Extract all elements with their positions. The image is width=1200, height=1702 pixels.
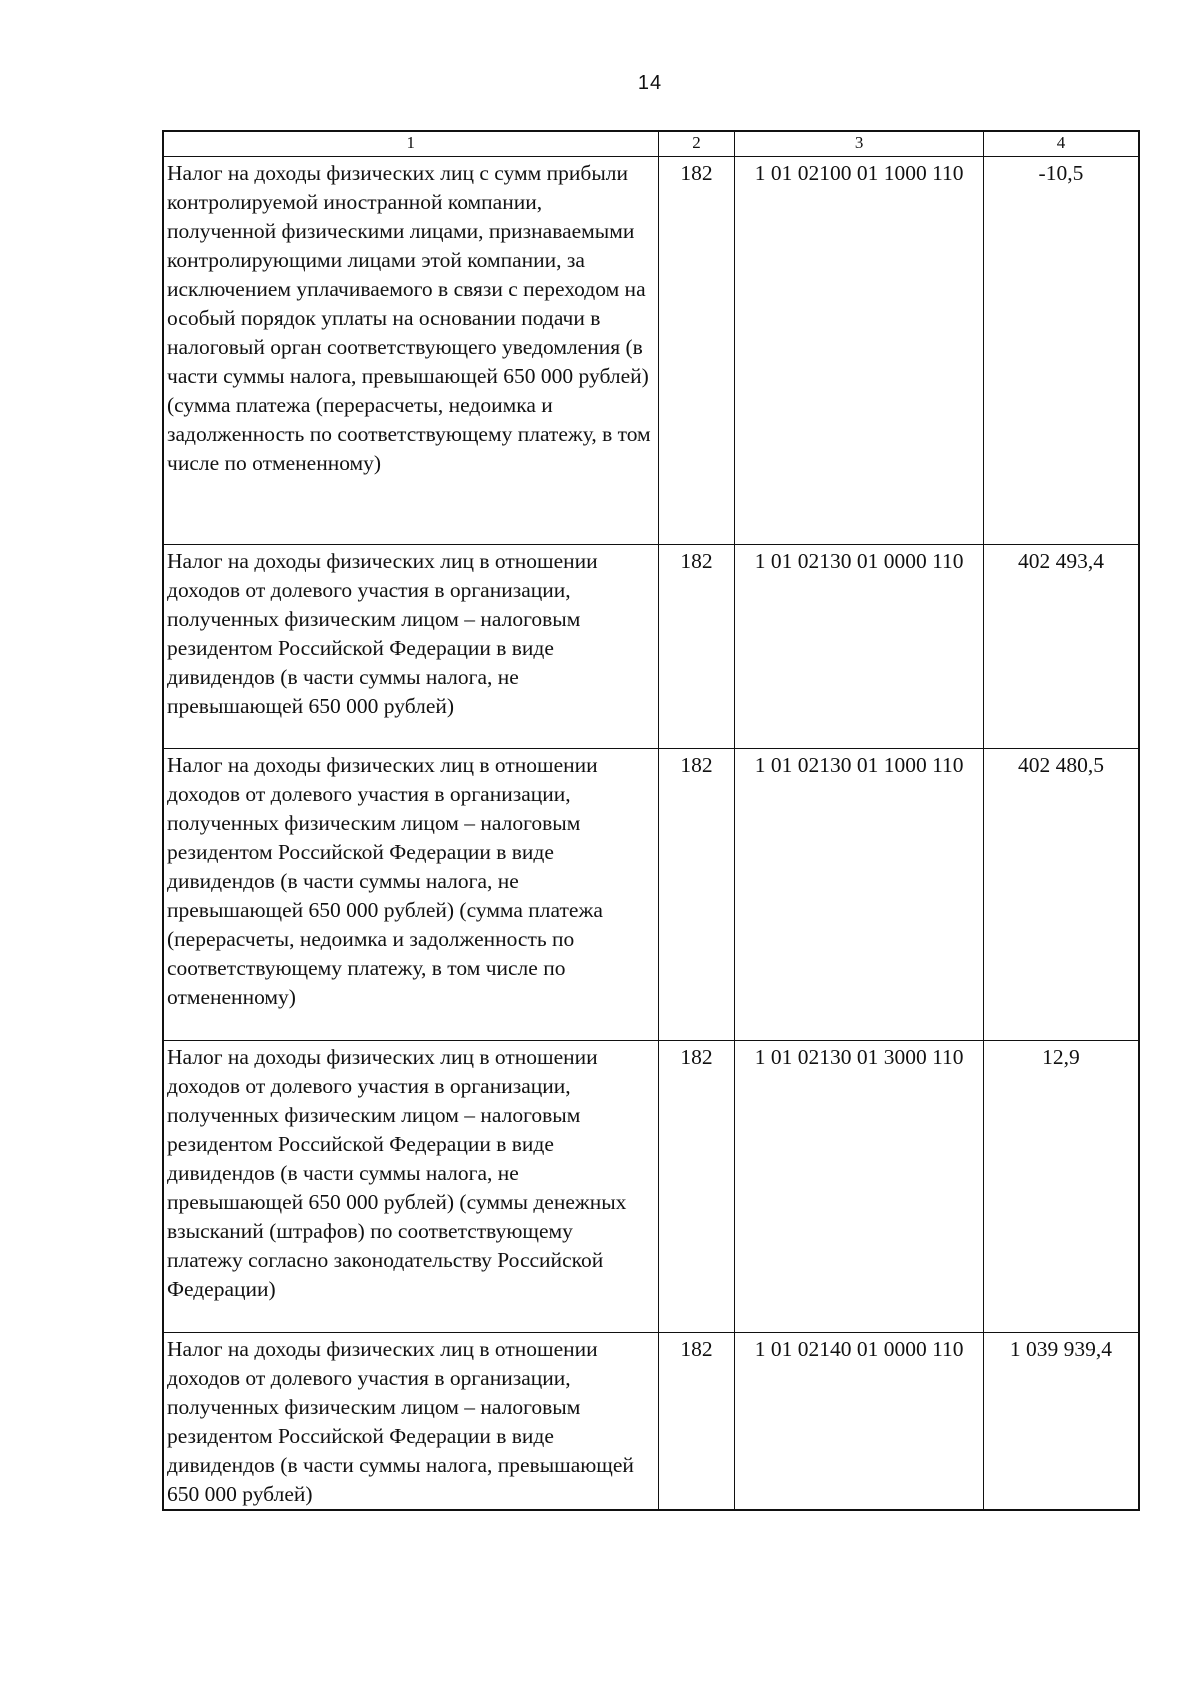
administrator-code: 182 — [658, 749, 735, 1041]
budget-classification-code: 1 01 02140 01 0000 110 — [735, 1333, 984, 1511]
table-row — [163, 749, 1139, 1041]
revenue-amount: 402 493,4 — [983, 545, 1139, 749]
table-row — [163, 545, 1139, 749]
revenue-amount: -10,5 — [983, 157, 1139, 545]
budget-classification-code: 1 01 02130 01 1000 110 — [735, 749, 984, 1041]
column-header-3: 3 — [735, 131, 984, 157]
column-header-2: 2 — [658, 131, 735, 157]
administrator-code: 182 — [658, 157, 735, 545]
revenue-description: Налог на доходы физических лиц с сумм прибыли контролируемой иностранной компании, полученной физическими лицами, признаваемыми контролирующими лицами этой компании, за исключением уплачиваемого в связи с переходом на особый порядок уплаты на основании подачи в налоговый орган соответствующего уведомления (в части суммы налога, превышающей 650 000 рублей) (сумма платежа (перерасчеты, недоимка и задолженность по соответствующему платежу, в том числе по отмененному) — [163, 157, 658, 545]
table-header-row — [163, 131, 1139, 157]
revenue-description: Налог на доходы физических лиц в отношении доходов от долевого участия в организации, полученных физическим лицом – налоговым резидентом Российской Федерации в виде дивидендов (в части суммы налога, превышающей 650 000 рублей) — [163, 1333, 658, 1511]
table-row — [163, 1333, 1139, 1511]
administrator-code: 182 — [658, 545, 735, 749]
revenue-amount: 402 480,5 — [983, 749, 1139, 1041]
administrator-code: 182 — [658, 1333, 735, 1511]
budget-classification-code: 1 01 02130 01 0000 110 — [735, 545, 984, 749]
column-header-4: 4 — [983, 131, 1139, 157]
revenue-description: Налог на доходы физических лиц в отношении доходов от долевого участия в организации, полученных физическим лицом – налоговым резидентом Российской Федерации в виде дивидендов (в части суммы налога, не превышающей 650 000 рублей) (суммы денежных взысканий (штрафов) по соответствующему платежу согласно законодательству Российской Федерации) — [163, 1041, 658, 1333]
administrator-code: 182 — [658, 1041, 735, 1333]
budget-revenue-table — [162, 130, 1140, 1511]
table-row — [163, 157, 1139, 545]
revenue-amount: 1 039 939,4 — [983, 1333, 1139, 1511]
table-row — [163, 1041, 1139, 1333]
revenue-description: Налог на доходы физических лиц в отношении доходов от долевого участия в организации, полученных физическим лицом – налоговым резидентом Российской Федерации в виде дивидендов (в части суммы налога, не превышающей 650 000 рублей) — [163, 545, 658, 749]
page-number: 14 — [637, 72, 663, 94]
revenue-amount: 12,9 — [983, 1041, 1139, 1333]
revenue-description: Налог на доходы физических лиц в отношении доходов от долевого участия в организации, полученных физическим лицом – налоговым резидентом Российской Федерации в виде дивидендов (в части суммы налога, не превышающей 650 000 рублей) (сумма платежа (перерасчеты, недоимка и задолженность по соответствующему платежу, в том числе по отмененному) — [163, 749, 658, 1041]
column-header-1: 1 — [163, 131, 658, 157]
budget-classification-code: 1 01 02100 01 1000 110 — [735, 157, 984, 545]
budget-classification-code: 1 01 02130 01 3000 110 — [735, 1041, 984, 1333]
